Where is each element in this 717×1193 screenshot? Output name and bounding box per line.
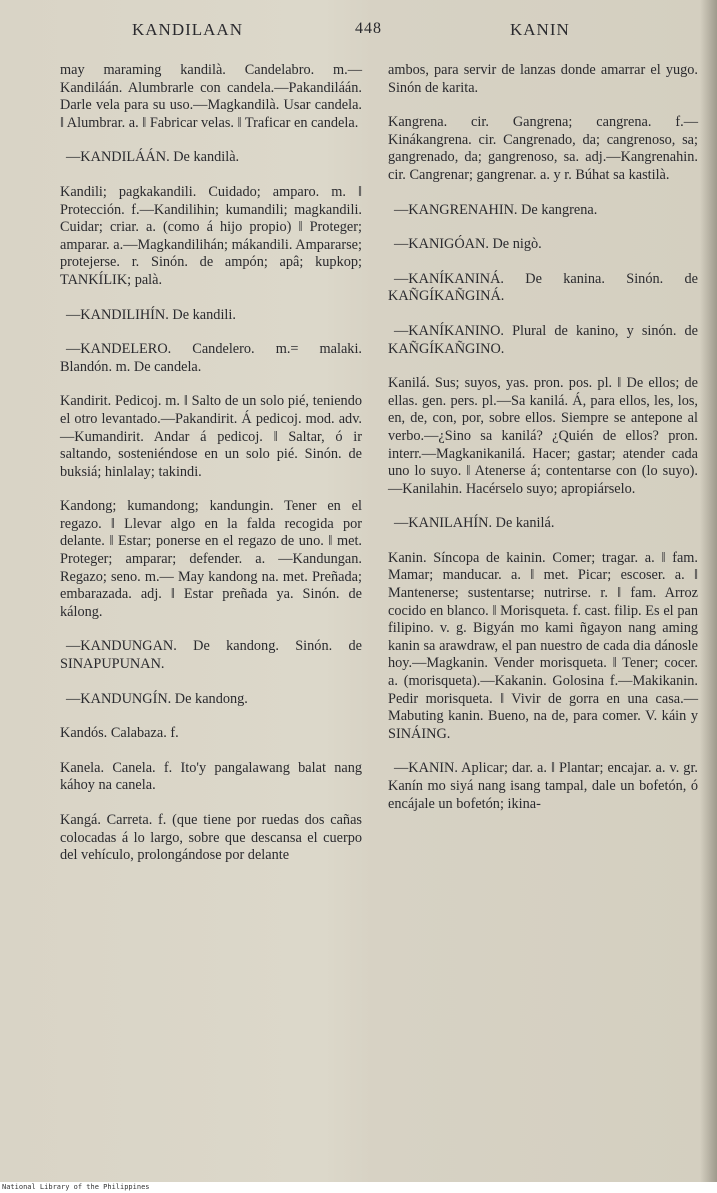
entry-kandungin-ref: —KANDUNGÍN. De kandong.: [66, 690, 248, 707]
header-left-guide-word: KANDILAAN: [132, 20, 243, 39]
entry-kandila-continued: may maraming kandilà. Candelabro. m.—Kandiláán. Alumbrarle con candela.—Pakandiláán. Darle vela para su uso.—Magkandilà. Usar candela. ‖ Alumbrar. a. ‖ Fabricar velas. ‖ Traficar en candela.: [60, 62, 362, 131]
right-column: [388, 62, 698, 830]
entry-kanin: Kanin. Síncopa de kainin. Comer; tragar. a. ‖ fam. Mamar; manducar. a. ‖ met. Picar; escoser. a. ‖ Mantenerse; sustentarse; nutrirse. r. ‖ fam. Arroz cocido en blanco. ‖ Morisqueta. f. cast. filip. Es el pan filipino. v. g. Bigyán mo kami ñgayon nang aming kanin sa arawdraw, el pan nuestro de cada dia dánosle hoy.—Magkanin. Vender morisqueta. ‖ Tener; cocer. a. (morisqueta).—Kakanin. Golosina f.—Makikanin. Pedir morisqueta. ‖ Vivir de gorra en una casa.—Mabuting kanin. Bueno, na de, para comer. V. káin y SINÁING.: [388, 549, 698, 742]
entry-kandirit: Kandirit. Pedicoj. m. ‖ Salto de un solo pié, teniendo el otro levantado.—Pakandirit. Á pedicoj. mod. adv.—Kumandirit. Andar á pedicoj. ‖ Saltar, ó ir saltando, sosteniéndose en un solo pié. Sinón. de buksiá; hinlalay; takindi.: [60, 393, 362, 480]
entry-kanga: Kangá. Carreta. f. (que tiene por ruedas dos cañas colocadas á lo largo, sobre que descansa el cuerpo del vehículo, prolongándose por delante: [60, 812, 362, 864]
entry-kandilihin-ref: —KANDILIHÍN. De kandili.: [66, 306, 236, 323]
entry-kanikanina-ref: —KANÍKANINÁ. De kanina. Sinón. de KAÑGÍKAÑGINÁ.: [388, 270, 698, 305]
entry-kangrenahin-ref: —KANGRENAHIN. De kangrena.: [394, 201, 598, 218]
entry-kanigoan-ref: —KANIGÓAN. De nigò.: [394, 236, 542, 253]
entry-kandos: Kandós. Calabaza. f.: [60, 725, 179, 742]
entry-kandungan-ref: —KANDUNGAN. De kandong. Sinón. de SINAPUPUNAN.: [60, 638, 362, 673]
entry-kangrena: Kangrena. cir. Gangrena; cangrena. f.—Kinákangrena. cir. Cangrenado, da; cangrenoso, sa; gangrenado, da; gangrenoso, sa. adj.—Kangrenahin. cir. Cangrenar; gangrenar. a. y r. Búhat sa kastilà.: [388, 114, 698, 183]
entry-kanikanino-ref: —KANÍKANINO. Plural de kanino, y sinón. de KAÑGÍKAÑGINO.: [388, 322, 698, 357]
entry-kanin-verb: —KANIN. Aplicar; dar. a. ‖ Plantar; encajar. a. v. gr. Kanín mo siyá nang isang tampal, dale un bofetón, ó encájale un bofetón; ikina-: [388, 760, 698, 812]
page-edge-shadow: [700, 0, 717, 1193]
entry-kandelero-ref: —KANDELERO. Candelero. m.= malaki. Blandón. m. De candela.: [60, 341, 362, 375]
entry-kanilahin-ref: —KANILAHÍN. De kanilá.: [394, 515, 555, 532]
entry-kanga-continued: ambos, para servir de lanzas donde amarrar el yugo. Sinón de karita.: [388, 62, 698, 96]
page-header: [0, 20, 717, 50]
entry-kandilaan-ref: —KANDILÁÁN. De kandilà.: [66, 149, 240, 166]
page-number: 448: [355, 20, 382, 37]
header-right-guide-word: KANIN: [510, 20, 570, 39]
entry-kandili: Kandili; pagkakandili. Cuidado; amparo. m. ‖ Protección. f.—Kandilihin; kumandili; magkandili. Cuidar; criar. a. (como á hijo propio) ‖ Proteger; amparar. a.—Magkandilihán; mákandili. Ampararse; protejerse. r. Sinón. de ampón; apâ; kupkop; TANKÍLIK; palà.: [60, 183, 362, 288]
left-column: [60, 62, 362, 882]
library-footer: National Library of the Philippines: [0, 1182, 717, 1193]
entry-kanela: Kanela. Canela. f. Ito'y pangalawang balat nang káhoy na canela.: [60, 759, 362, 794]
entry-kanila: Kanilá. Sus; suyos, yas. pron. pos. pl. ‖ De ellos; de ellas. gen. pers. pl.—Sa kanilá. Á, para ellos, les, los, en, de, con, por, sobre ellos. Siempre se antepone al verbo.—¿Sino sa kanilá? ¿Quién de ellos? pron. interr.—Magkanikanilá. Hacer; gastar; atender cada uno lo suyo. ‖ Atenerse á; contentarse con (lo suyo).—Kanilahin. Hacérselo suyo; apropiárselo.: [388, 375, 698, 497]
entry-kandong: Kandong; kumandong; kandungin. Tener en el regazo. ‖ Llevar algo en la falda recogida por delante. ‖ Estar; ponerse en el regazo de uno. ‖ met. Proteger; amparar; defender. a. —Kandungan. Regazo; seno. m.— May kandong na. met. Preñada; embarazada. adj. ‖ Estar preñada ya. Sinón. de kálong.: [60, 498, 362, 620]
